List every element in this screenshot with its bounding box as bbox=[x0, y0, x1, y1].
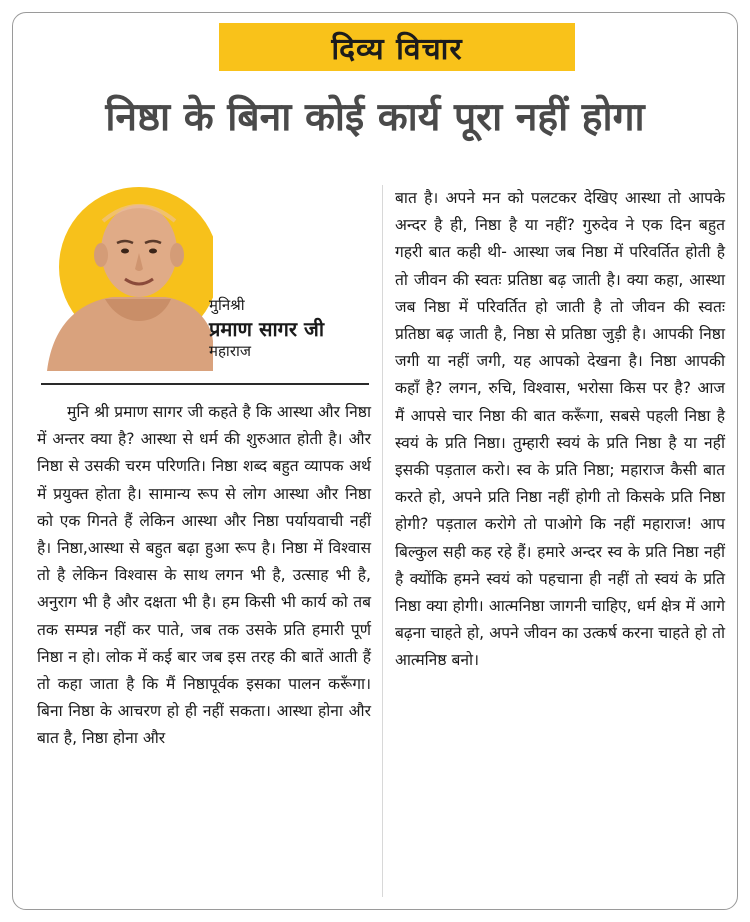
article-body-right-column: बात है। अपने मन को पलटकर देखिए आस्था तो आपके अन्दर है ही, निष्ठा है या नहीं? गुरुदेव ने एक दिन बहुत गहरी बात कही थी- आस्था जब निष्ठा में परिवर्तित होती है तो जीवन की स्वतः प्रतिष्ठा बढ़ जाती है। क्या कहा, आस्था जब निष्ठा में परिवर्तित हो जाती है तो जीवन की स्वतः प्रतिष्ठा बढ़ जाती है, निष्ठा से प्रतिष्ठा जुड़ी है। आपकी निष्ठा जगी या नहीं जगी, यह आपको देखना है। निष्ठा आपकी कहाँ है? लगन, रुचि, विश्वास, भरोसा किस पर है? आज मैं आपसे चार निष्ठा की बात करूँगा, सबसे पहली निष्ठा है स्वयं के प्रति निष्ठा। तुम्हारी स्वयं के प्रति निष्ठा है या नहीं इसकी पड़ताल करो। स्व के प्रति निष्ठा; महाराज कैसी बात करते हो, अपने प्रति निष्ठा नहीं होगी तो किसके प्रति निष्ठा होगी? पड़ताल करोगे तो पाओगे कि नहीं महाराज! आप बिल्कुल सही कह रहे हैं। हमारे अन्दर स्व के प्रति निष्ठा नहीं है क्योंकि हमने स्वयं को पहचाना ही नहीं तो स्वयं के प्रति निष्ठा क्या होगी। आत्मनिष्ठा जागनी चाहिए, धर्म क्षेत्र में आगे बढ़ना चाहते हो, अपने जीवन का उत्कर्ष करना चाहते हो तो आत्मनिष्ठ बनो। bbox=[395, 189, 725, 670]
author-name: प्रमाण सागर जी bbox=[209, 316, 325, 341]
column-separator bbox=[382, 185, 383, 897]
article-body-left-column: मुनि श्री प्रमाण सागर जी कहते है कि आस्था और निष्ठा में अन्तर क्या है? आस्था से धर्म की शुरुआत होती है। और निष्ठा से उसकी चरम परिणति। निष्ठा शब्द बहुत व्यापक अर्थ में प्रयुक्त होता है। सामान्य रूप से लोग आस्था और निष्ठा को एक गिनते हैं लेकिन आस्था और निष्ठा पर्यायवाची नहीं है। निष्ठा,आस्था से बहुत बढ़ा हुआ रूप है। निष्ठा में विश्वास तो है लेकिन विश्वास के साथ लगन भी है, उत्साह भी है, अनुराग भी है और दक्षता भी है। हम किसी भी कार्य को तब तक सम्पन्न नहीं कर पाते, जब तक उसके प्रति हमारी पूर्ण निष्ठा न हो। लोक में कई बार जब इस तरह की बातें आती हैं तो कहा जाता है कि मैं निष्ठापूर्वक इसका पालन करूँगा। बिना निष्ठा के आचरण हो ही नहीं सकता। आस्था होना और बात है, निष्ठा होना और bbox=[37, 403, 371, 748]
author-portrait bbox=[43, 181, 213, 371]
article-frame bbox=[12, 12, 738, 910]
byline-divider bbox=[41, 383, 369, 385]
author-prefix: मुनिश्री bbox=[209, 296, 245, 314]
article-headline: निष्ठा के बिना कोई कार्य पूरा नहीं होगा bbox=[105, 95, 645, 140]
author-byline bbox=[209, 296, 324, 361]
section-banner: दिव्य विचार bbox=[219, 23, 575, 71]
author-suffix: महाराज bbox=[209, 341, 251, 360]
